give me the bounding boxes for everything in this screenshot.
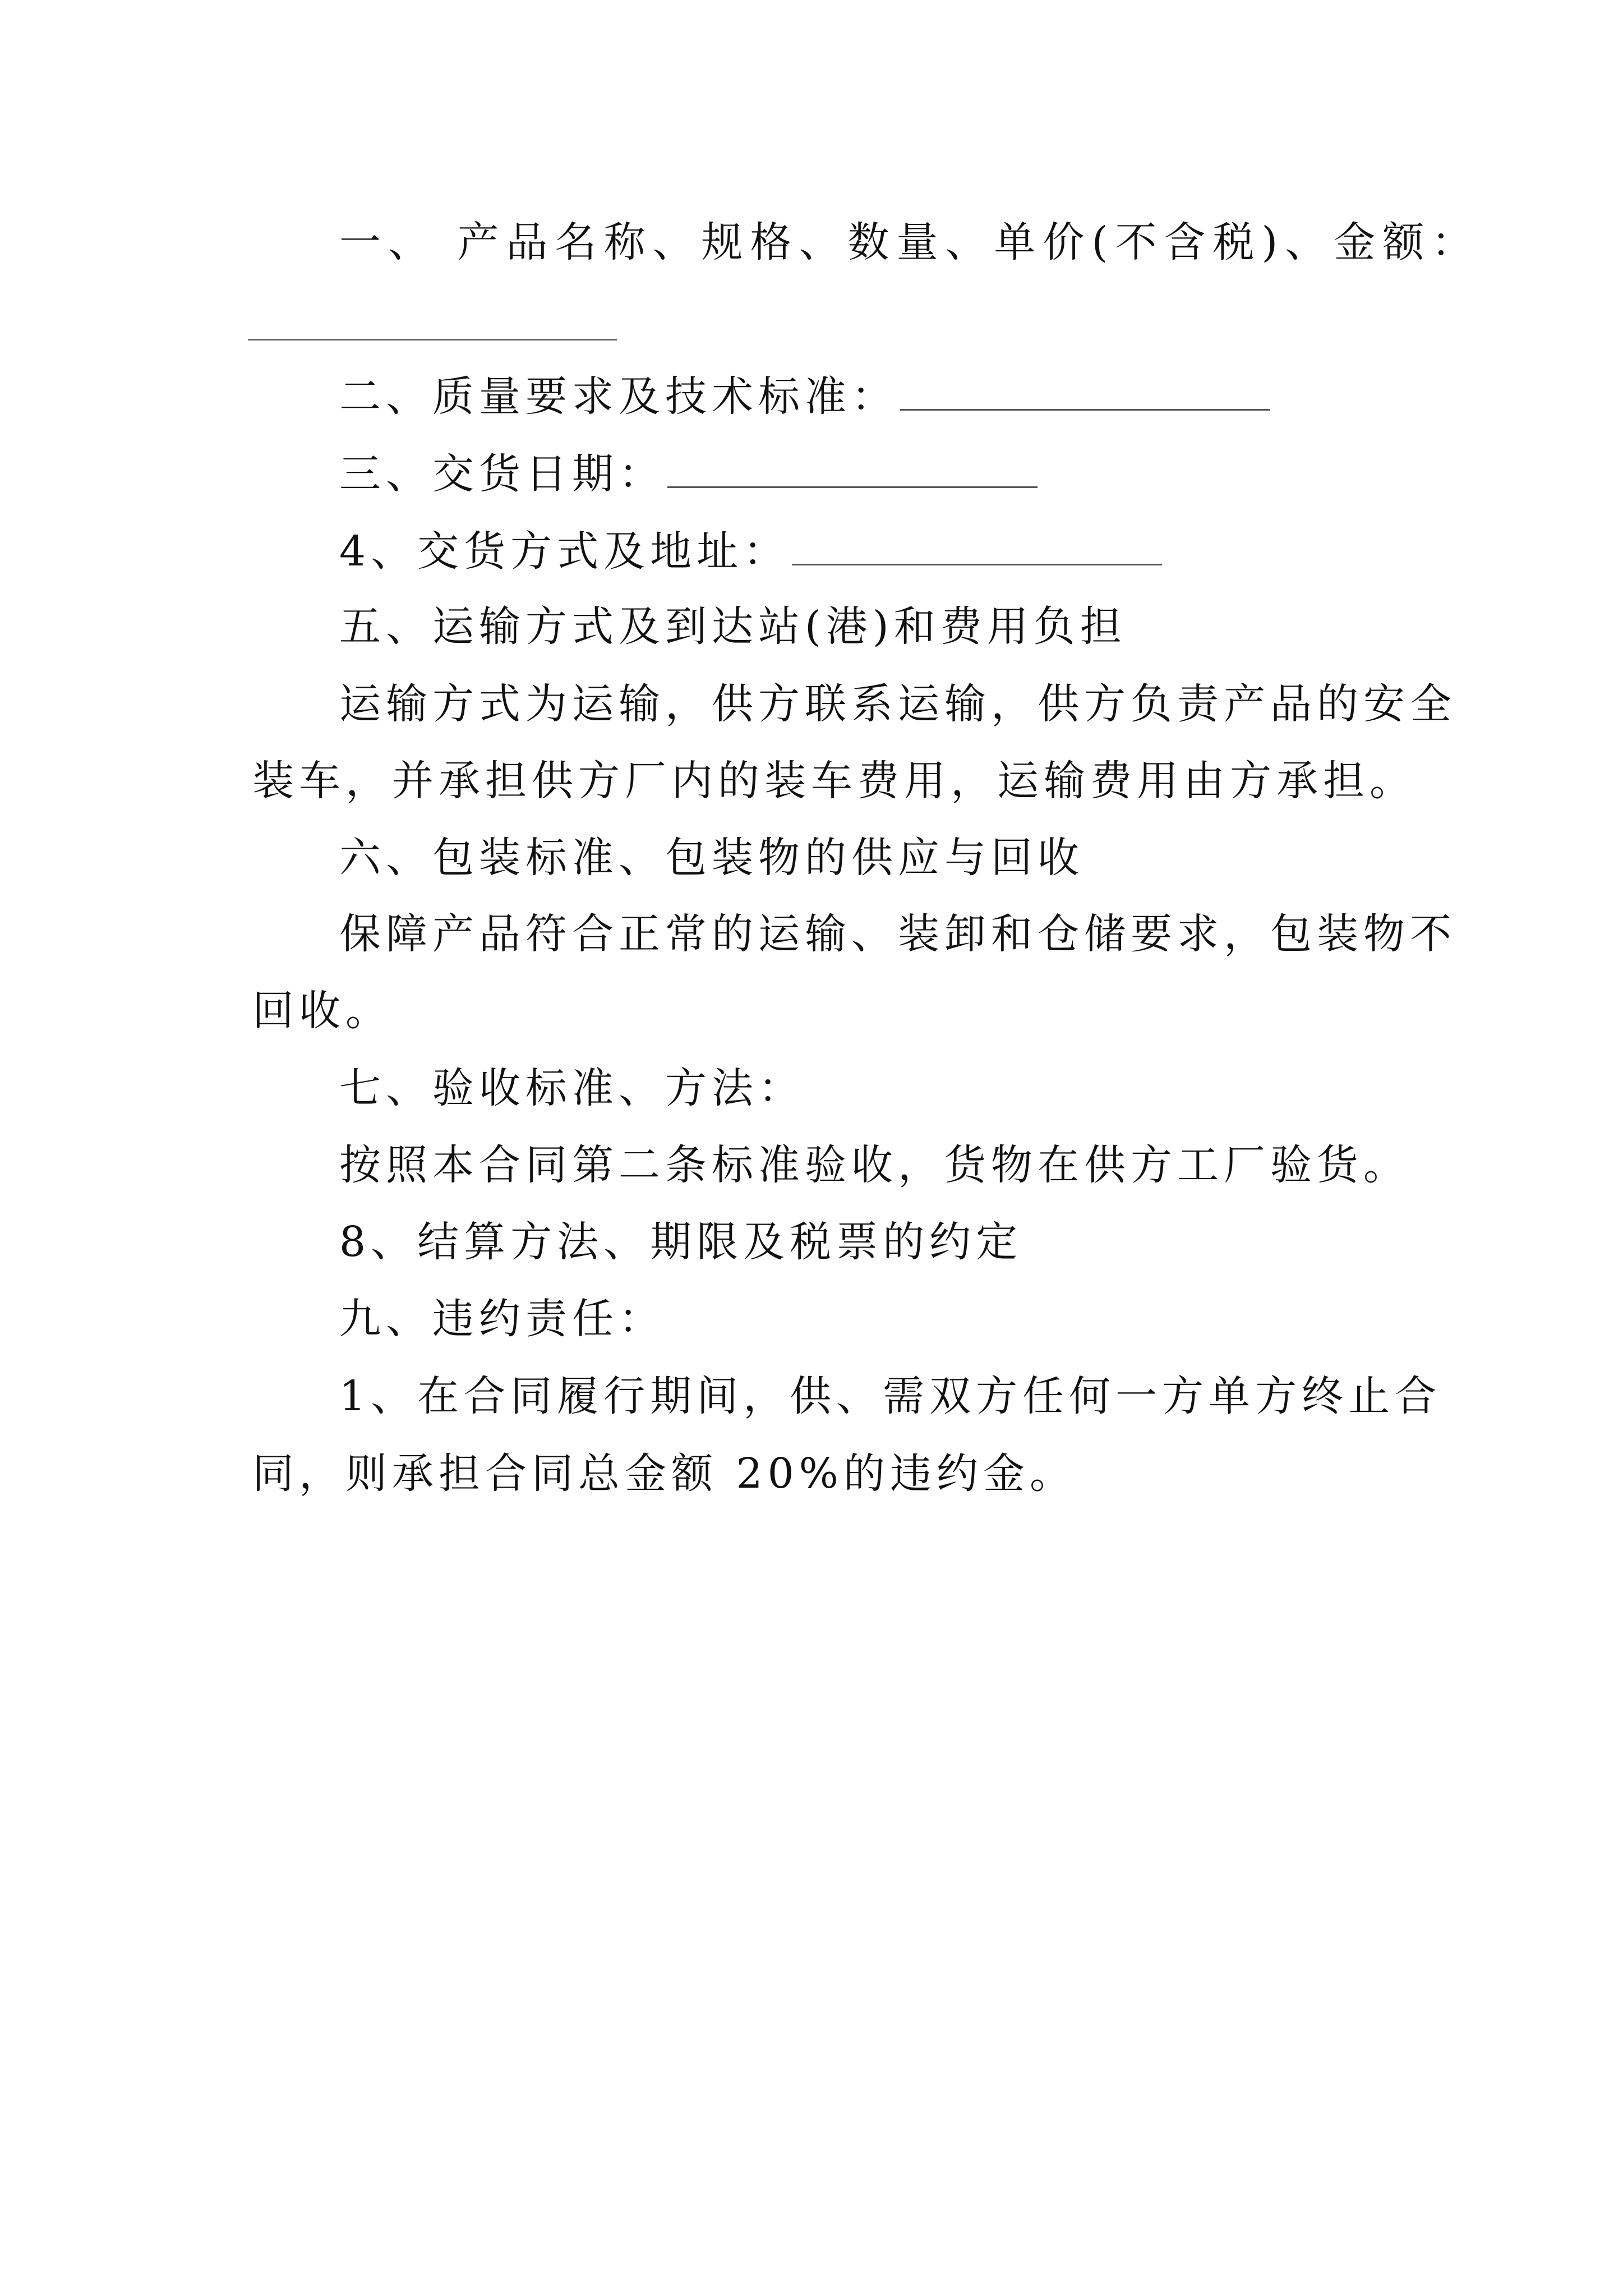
item4-blank-field [792, 564, 1162, 565]
item7-body: 按照本合同第二条标准验收，货物在供方工厂验货。 [339, 1141, 1410, 1189]
item9-body-line1: 1、在合同履行期间，供、需双方任何一方单方终止合 [339, 1372, 1442, 1420]
item4-label: 4、交货方式及地址： [339, 527, 790, 576]
item5-body-line1: 运输方式为运输，供方联系运输，供方负责产品的安全 [339, 680, 1456, 728]
item3-row [0, 450, 1623, 498]
item1-blank-line [248, 339, 617, 341]
item7-title: 七、验收标准、方法： [339, 1064, 805, 1112]
item2-label: 二、质量要求及技术标准： [339, 372, 898, 421]
item9-body-line2: 同，则承担合同总金额 20%的违约金。 [252, 1450, 1076, 1498]
item5-title: 五、运输方式及到达站(港)和费用负担 [339, 602, 1127, 651]
item1-title: 一、 产品名称、规格、数量、单价(不含税)、金额： [339, 218, 1481, 266]
item6-body-line1: 保障产品符合正常的运输、装卸和仓储要求，包装物不 [339, 910, 1456, 958]
item2-row [0, 372, 1623, 421]
item6-body-line2: 回收。 [252, 987, 392, 1035]
item8-title: 8、结算方法、期限及税票的约定 [339, 1218, 1023, 1266]
item4-row [0, 527, 1623, 576]
item9-title: 九、违约责任： [339, 1295, 665, 1343]
item2-blank-field [900, 409, 1270, 411]
item3-label: 三、交货日期： [339, 450, 665, 498]
item6-title: 六、包装标准、包装物的供应与回收 [339, 834, 1084, 882]
item5-body-line2: 装车，并承担供方厂内的装车费用，运输费用由方承担。 [252, 757, 1416, 805]
item3-blank-field [667, 486, 1038, 488]
